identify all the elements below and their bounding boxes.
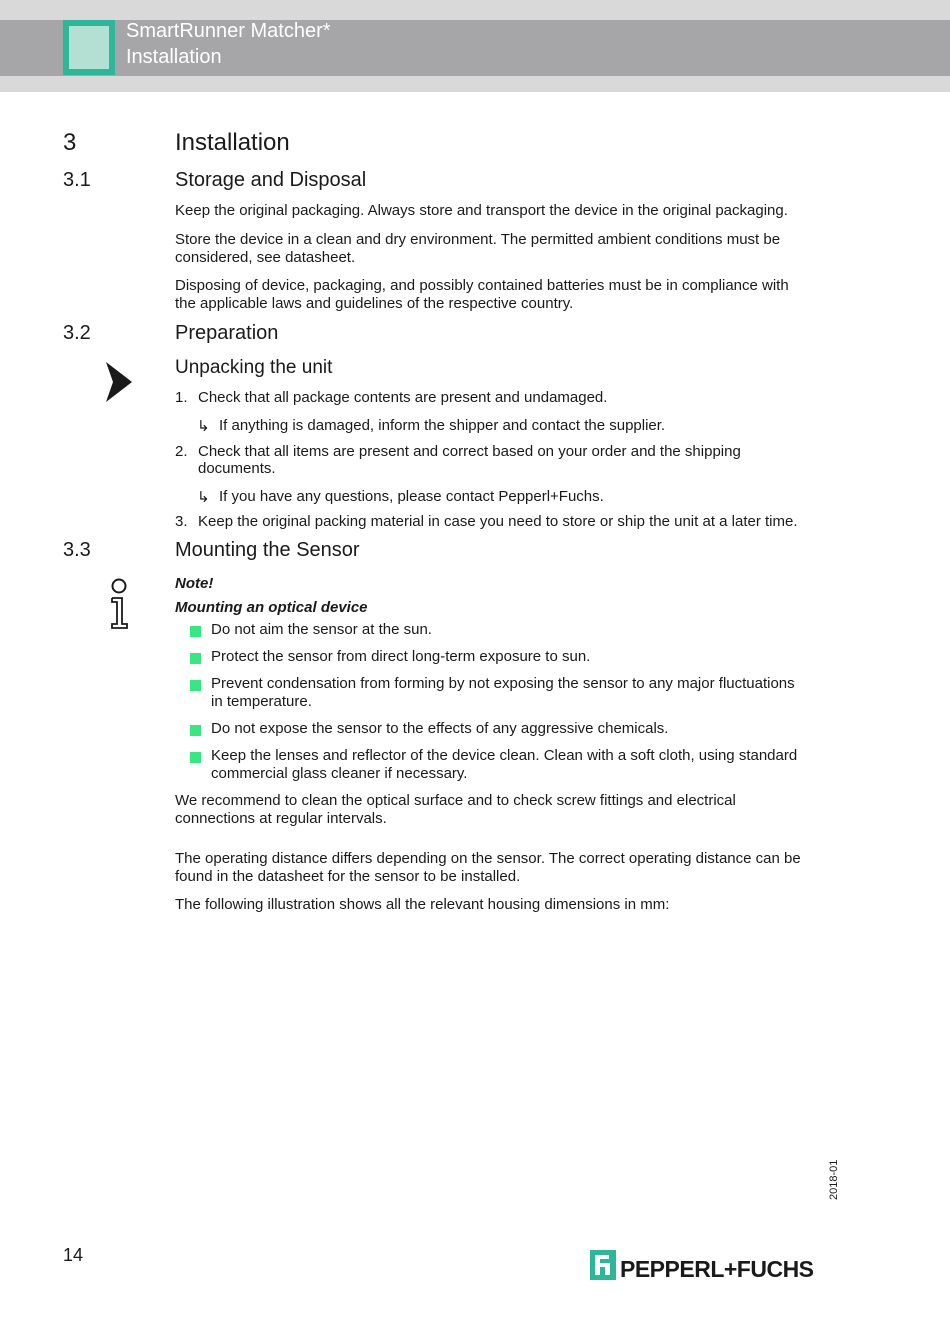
section-31-title: Storage and Disposal xyxy=(175,169,367,191)
storage-paragraph-2-line-2: considered, see datasheet. xyxy=(175,249,356,266)
step-2-number: 2. xyxy=(175,443,188,460)
disposal-paragraph-line-2: the applicable laws and guidelines of the respective country. xyxy=(175,295,574,312)
section-3-number: 3 xyxy=(63,129,77,156)
step-1-number: 1. xyxy=(175,389,188,406)
bullet-marker xyxy=(190,752,201,763)
step-2-text-line-1: Check that all items are present and correct based on your order and the shipping xyxy=(198,443,741,460)
bullet-marker xyxy=(190,653,201,664)
page-number: 14 xyxy=(63,1245,84,1265)
bullet-5-text-line-1: Keep the lenses and reflector of the device clean. Clean with a soft cloth, using standard xyxy=(211,747,798,764)
header-chapter-title: Installation xyxy=(126,46,222,68)
section-32-number: 3.2 xyxy=(63,322,91,344)
storage-paragraph-2-line-1: Store the device in a clean and dry environment. The permitted ambient conditions must be xyxy=(175,231,781,248)
section-33-number: 3.3 xyxy=(63,539,91,561)
result-arrow-icon: ↳ xyxy=(197,488,210,506)
brand-name: PEPPERL+FUCHS xyxy=(620,1256,814,1282)
info-note-icon xyxy=(108,578,130,630)
bullet-3-text-line-2: in temperature. xyxy=(211,693,312,710)
note-label: Note! xyxy=(175,575,214,592)
under-band xyxy=(0,76,950,92)
bullet-3-text-line-1: Prevent condensation from forming by not exposing the sensor to any major fluctuations xyxy=(211,675,795,692)
bullet-2-text: Protect the sensor from direct long-term exposure to sun. xyxy=(211,648,591,665)
document-date: 2018-01 xyxy=(828,1159,840,1200)
bullet-marker xyxy=(190,725,201,736)
bullet-1-text: Do not aim the sensor at the sun. xyxy=(211,621,432,638)
distance-line-1: The operating distance differs depending on the sensor. The correct operating distance can be xyxy=(175,850,801,867)
bullet-4-text: Do not expose the sensor to the effects of any aggressive chemicals. xyxy=(211,720,669,737)
top-band xyxy=(0,0,950,20)
disposal-paragraph-line-1: Disposing of device, packaging, and possibly contained batteries must be in compliance with xyxy=(175,277,789,294)
storage-paragraph-1: Keep the original packaging. Always store and transport the device in the original packaging. xyxy=(175,202,788,219)
step-1-text: Check that all package contents are present and undamaged. xyxy=(198,389,608,406)
unpacking-subtitle: Unpacking the unit xyxy=(175,357,333,378)
bullet-marker xyxy=(190,680,201,691)
recommend-line-1: We recommend to clean the optical surface and to check screw fittings and electrical xyxy=(175,792,736,809)
step-3-text: Keep the original packing material in case you need to store or ship the unit at a later time. xyxy=(198,513,798,530)
header-logo-square xyxy=(63,20,115,75)
section-33-title: Mounting the Sensor xyxy=(175,539,360,561)
illustration-intro: The following illustration shows all the relevant housing dimensions in mm: xyxy=(175,896,670,913)
recommend-line-2: connections at regular intervals. xyxy=(175,810,387,827)
result-arrow-icon: ↳ xyxy=(197,417,210,435)
step-3-number: 3. xyxy=(175,513,188,530)
note-title: Mounting an optical device xyxy=(175,599,368,616)
bullet-5-text-line-2: commercial glass cleaner if necessary. xyxy=(211,765,468,782)
step-2-text-line-2: documents. xyxy=(198,460,276,477)
step-1-result: If anything is damaged, inform the shipper and contact the supplier. xyxy=(219,417,666,434)
pepperl-fuchs-logo-icon xyxy=(590,1250,616,1280)
section-31-number: 3.1 xyxy=(63,169,91,191)
section-3-title: Installation xyxy=(175,129,290,156)
bullet-marker xyxy=(190,626,201,637)
section-32-title: Preparation xyxy=(175,322,279,344)
instruction-arrow-icon xyxy=(106,362,134,402)
step-2-result: If you have any questions, please contact Pepperl+Fuchs. xyxy=(219,488,604,505)
distance-line-2: found in the datasheet for the sensor to be installed. xyxy=(175,868,521,885)
header-product-title: SmartRunner Matcher* xyxy=(126,20,331,42)
